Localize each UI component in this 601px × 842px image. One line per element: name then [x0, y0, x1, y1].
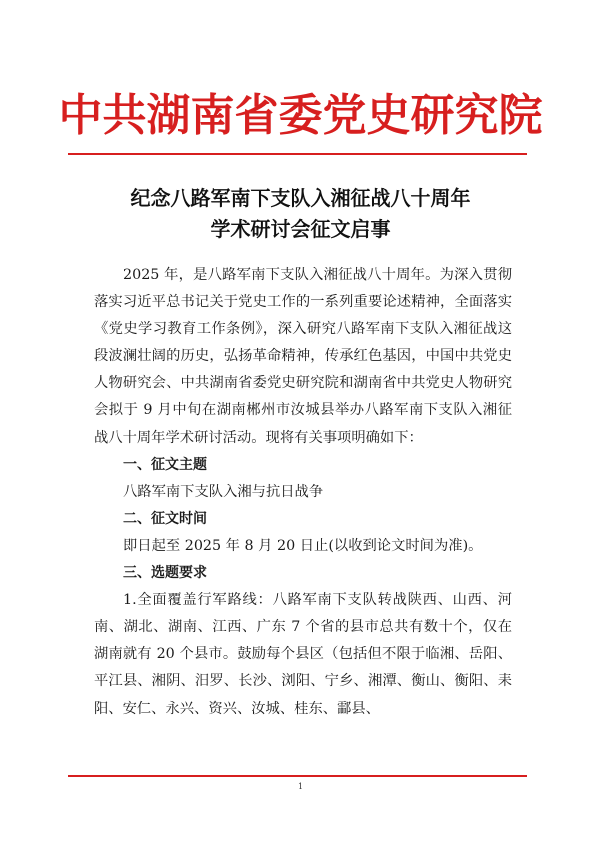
- section-heading-time: 二、征文时间: [123, 510, 207, 527]
- section-content-theme: 八路军南下支队入湘与抗日战争: [123, 483, 324, 500]
- section-heading-theme: 一、征文主题: [123, 456, 207, 473]
- document-body: [94, 262, 512, 723]
- document-title-line-1: 纪念八路军南下支队入湘征战八十周年: [130, 186, 471, 210]
- page-number: 1: [297, 782, 304, 791]
- intro-paragraph: 2025 年，是八路军南下支队入湘征战八十周年。为深入贯彻落实习近平总书记关于党史工作的一系列重要论述精神，全面落实《党史学习教育工作条例》，深入研究八路军南下支队入湘征战这段波澜壮阔的历史，弘扬革命精神，传承红色基因，中国中共党史人物研究会、中共湖南省委党史研究院和湖南省中共党史人物研究会拟于 9 月中旬在湖南郴州市汝城县举办八路军南下支队入湘征战八十周年学术研讨活动。现将有关事项明确如下：: [94, 267, 512, 446]
- section-heading-requirements: 三、选题要求: [123, 565, 207, 582]
- footer-red-rule: [68, 775, 527, 777]
- section-content-requirements: 1.全面覆盖行军路线：八路军南下支队转战陕西、山西、河南、湖北、湖南、江西、广东 7 个省的县市总共有数十个，仅在湖南就有 20 个县市。鼓励每个县区（包括但不限于临湘、岳阳、平江县、湘阴、汨罗、长沙、浏阳、宁乡、湘潭、衡山、衡阳、耒阳、安仁、永兴、资兴、汝城、桂东、酃县、: [94, 592, 512, 717]
- header-red-rule: [68, 153, 527, 155]
- organization-header: 中共湖南省委党史研究院: [58, 90, 543, 141]
- document-title-line-2: 学术研讨会征文启事: [210, 217, 391, 241]
- section-content-time: 即日起至 2025 年 8 月 20 日止(以收到论文时间为准)。: [123, 537, 483, 554]
